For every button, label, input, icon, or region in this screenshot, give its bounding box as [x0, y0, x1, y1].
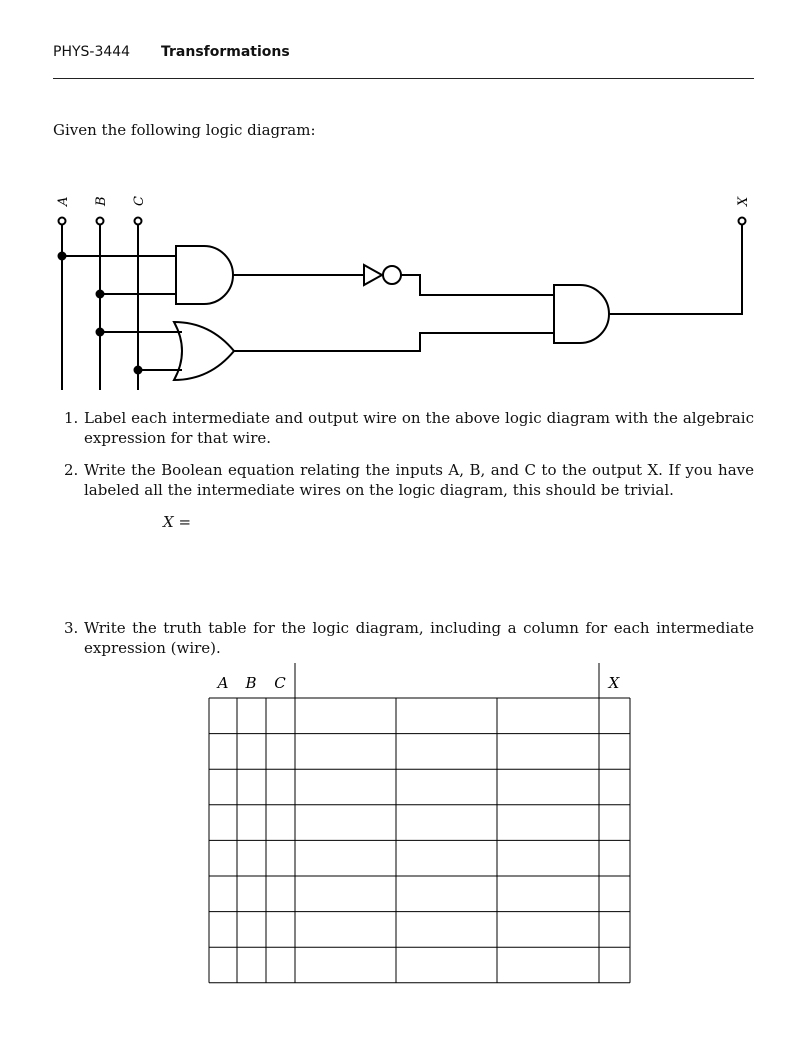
course-code: PHYS-3444: [53, 44, 131, 60]
truth-table-grid: [209, 698, 630, 983]
and-gate-1: [176, 246, 233, 304]
or-output-wire: [234, 333, 554, 351]
input-label-c: C: [132, 196, 147, 206]
input-terminal-b: [97, 218, 104, 225]
equation-op: =: [178, 513, 192, 531]
question-text: Label each intermediate and output wire on the above logic diagram with the algebraic expression for that wire.: [84, 409, 754, 447]
output-terminal-x: [739, 218, 746, 225]
question-1: [64, 408, 754, 448]
junction-a: [58, 252, 67, 261]
input-label-a: A: [56, 196, 71, 206]
not-bubble: [383, 266, 401, 284]
question-text: Write the Boolean equation relating the inputs A, B, and C to the output X. If you have labeled all the intermediate wires on the logic diagram, this should be trivial.: [84, 461, 754, 499]
not-gate: [364, 265, 382, 285]
question-2: [64, 460, 754, 500]
output-wire: [609, 225, 742, 314]
question-number: 1.: [64, 409, 79, 427]
output-label-x: X: [736, 196, 751, 206]
and-gate-2: [554, 285, 609, 343]
truth-header-x: X: [608, 674, 620, 692]
equation-lhs: X: [163, 513, 174, 531]
equation-answer: [163, 513, 191, 531]
truth-header-c: C: [274, 674, 286, 692]
input-terminal-c: [135, 218, 142, 225]
page-header: [53, 42, 754, 79]
junction-c: [134, 366, 143, 375]
or-gate: [174, 322, 234, 380]
junction-b2: [96, 328, 105, 337]
question-3: [64, 618, 754, 658]
truth-header-b: B: [245, 674, 257, 692]
intro-text: Given the following logic diagram:: [53, 121, 316, 139]
input-terminal-a: [59, 218, 66, 225]
logic-diagram: [0, 180, 806, 400]
input-label-b: B: [94, 196, 109, 206]
not-output-wire: [401, 275, 554, 295]
junction-b1: [96, 290, 105, 299]
question-text: Write the truth table for the logic diagram, including a column for each intermediate expression (wire).: [84, 619, 754, 657]
question-number: 3.: [64, 619, 79, 637]
truth-header-a: A: [217, 674, 229, 692]
question-number: 2.: [64, 461, 79, 479]
page-title: Transformations: [161, 44, 290, 60]
